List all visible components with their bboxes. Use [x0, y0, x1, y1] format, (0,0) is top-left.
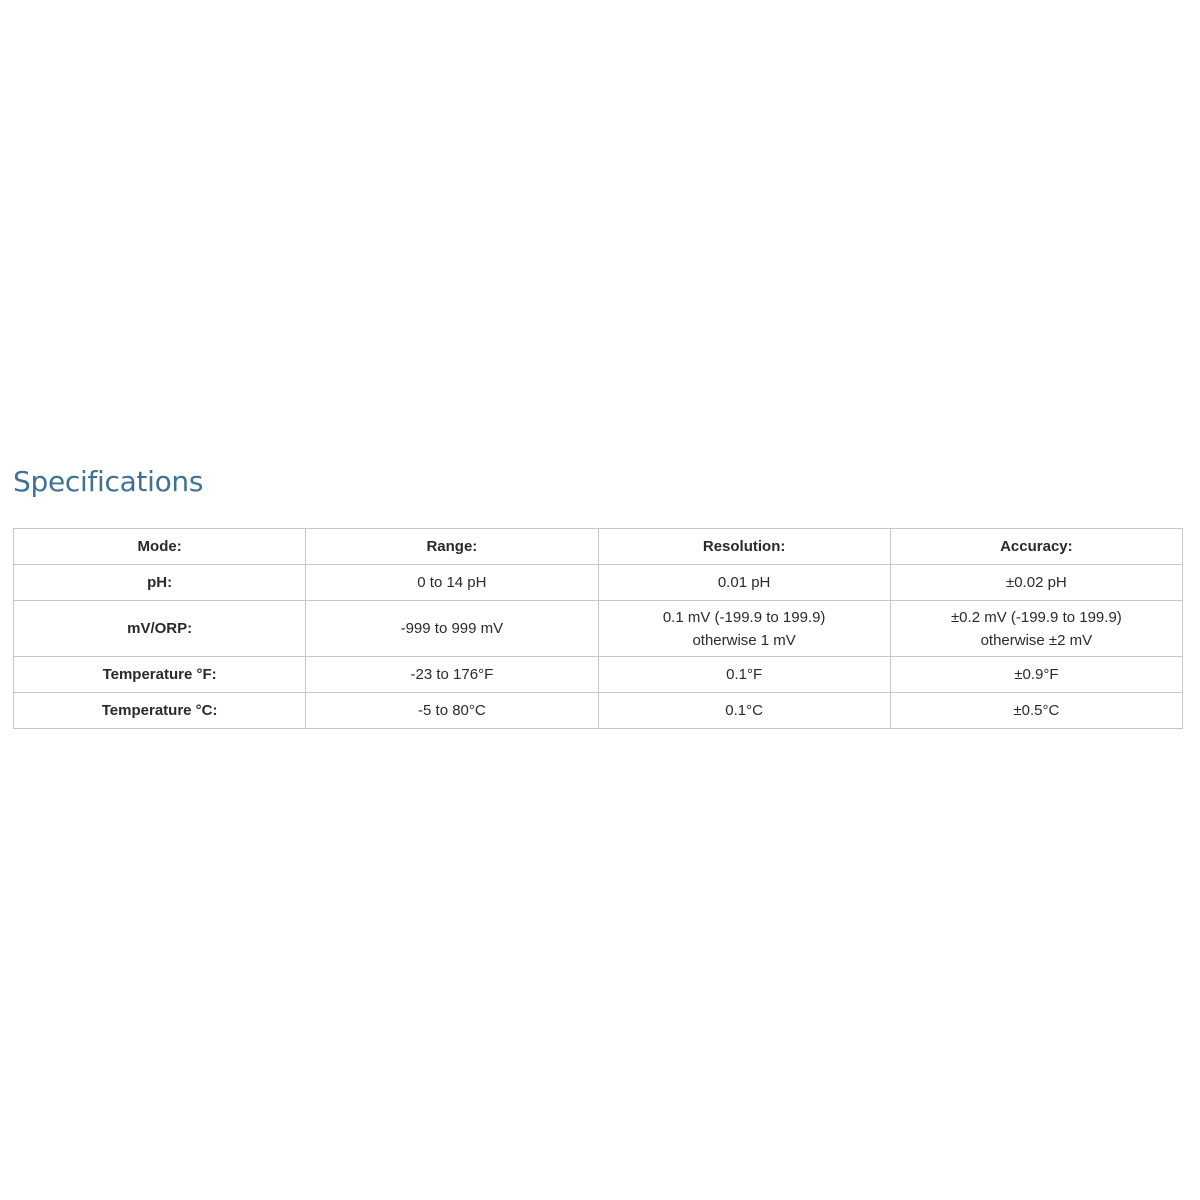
table-header-row [14, 529, 1183, 565]
resolution-line: 0.1°F [726, 666, 763, 683]
cell-range: -5 to 80°C [306, 693, 598, 729]
accuracy-line: ±0.02 pH [1005, 574, 1067, 591]
section-title: Specifications [13, 465, 204, 498]
accuracy-line: ±0.5°C [1013, 702, 1060, 719]
table-row-ph [14, 565, 1183, 601]
accuracy-line: ±0.9°F [1014, 666, 1059, 683]
cell-range: -999 to 999 mV [306, 601, 598, 657]
cell-resolution [598, 657, 890, 693]
cell-accuracy [890, 601, 1182, 657]
cell-accuracy [890, 657, 1182, 693]
header-range: Range: [306, 529, 598, 565]
specifications-table [13, 528, 1183, 729]
table-row-mv-orp [14, 601, 1183, 657]
cell-range: 0 to 14 pH [306, 565, 598, 601]
specifications-section [13, 462, 1183, 719]
resolution-line: 0.1°C [725, 702, 763, 719]
cell-accuracy [890, 693, 1182, 729]
cell-mode: Temperature °F: [14, 657, 306, 693]
header-resolution: Resolution: [598, 529, 890, 565]
cell-mode: pH: [14, 565, 306, 601]
header-mode: Mode: [14, 529, 306, 565]
cell-resolution [598, 693, 890, 729]
cell-mode: Temperature °C: [14, 693, 306, 729]
accuracy-line: otherwise ±2 mV [980, 631, 1093, 649]
cell-resolution [598, 601, 890, 657]
header-accuracy: Accuracy: [890, 529, 1182, 565]
cell-accuracy [890, 565, 1182, 601]
cell-mode: mV/ORP: [14, 601, 306, 657]
accuracy-line: ±0.2 mV (-199.9 to 199.9) [950, 608, 1122, 626]
table-row-temperature-c [14, 693, 1183, 729]
cell-range: -23 to 176°F [306, 657, 598, 693]
resolution-line: otherwise 1 mV [692, 631, 796, 649]
resolution-line: 0.1 mV (-199.9 to 199.9) [662, 608, 826, 626]
table-row-temperature-f [14, 657, 1183, 693]
resolution-line: 0.01 pH [717, 574, 771, 591]
cell-resolution [598, 565, 890, 601]
